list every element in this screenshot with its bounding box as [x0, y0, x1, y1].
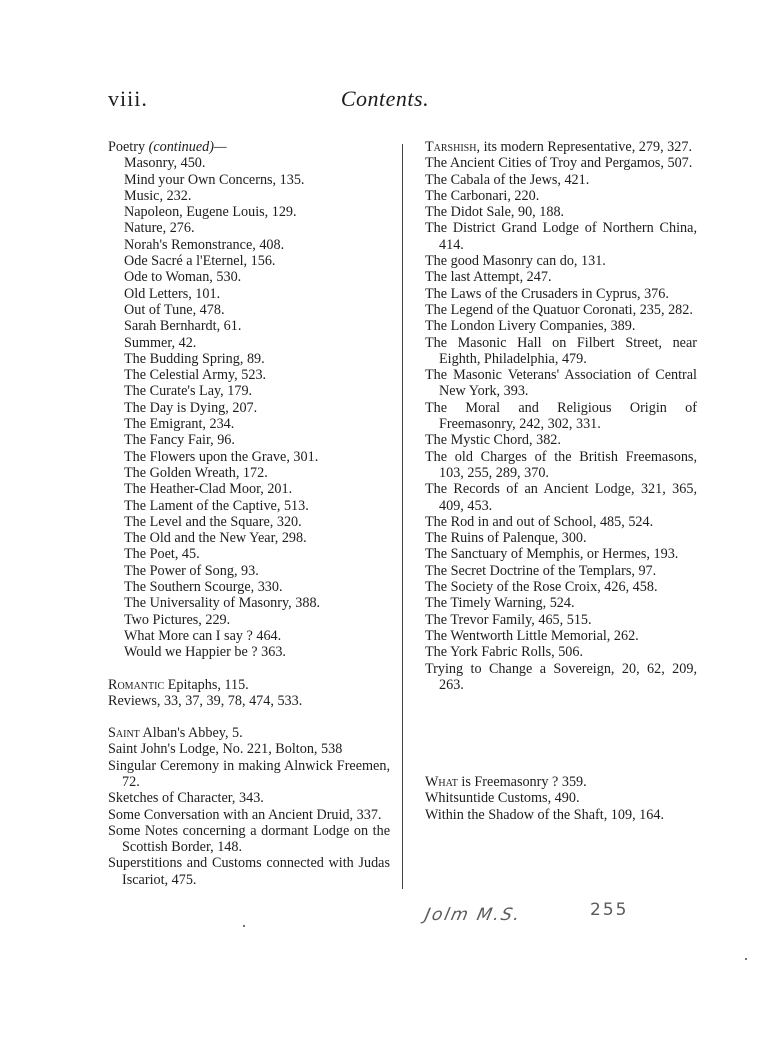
index-entry: [425, 220, 697, 253]
entry-text: Epitaphs, 115.: [164, 676, 249, 693]
entry-lead: Romantic: [108, 676, 165, 693]
index-entry: Ode Sacré a l'Eternel, 156.: [124, 253, 276, 270]
index-entry: [425, 286, 697, 302]
entry-text: The Mystic Chord, 382.: [425, 432, 561, 449]
index-entry: [425, 318, 697, 334]
entry-text: The Trevor Family, 465, 515.: [425, 611, 592, 628]
entry-text: The old Charges of the British Freemasons, 103, 255, 289, 370.: [425, 448, 697, 481]
entry-text: The Rod in and out of School, 485, 524.: [425, 513, 654, 530]
index-entry: Summer, 42.: [124, 334, 197, 351]
index-entry: Sarah Bernhardt, 61.: [124, 318, 242, 335]
index-entry: [425, 579, 697, 595]
index-entry: [425, 302, 697, 318]
index-entry: [108, 855, 390, 888]
index-entry: [108, 807, 390, 823]
index-entry: [425, 530, 697, 546]
index-entry: [425, 774, 697, 790]
index-entry: [425, 546, 697, 562]
entry-lead: Saint: [108, 725, 140, 742]
index-entry: The Golden Wreath, 172.: [124, 464, 268, 481]
index-entry: The Poet, 45.: [124, 546, 200, 563]
index-entry: Would we Happier be ? 363.: [124, 644, 286, 661]
entry-text: The Laws of the Crusaders in Cyprus, 376.: [425, 285, 669, 302]
r-section: [108, 677, 390, 710]
entry-text: The Timely Warning, 524.: [425, 595, 575, 612]
left-column: [108, 139, 390, 888]
index-entry: [108, 790, 390, 806]
index-entry: The Heather-Clad Moor, 201.: [124, 481, 293, 498]
index-entry: The Emigrant, 234.: [124, 416, 235, 433]
entry-text: The Records of an Ancient Lodge, 321, 365, 409, 453.: [425, 481, 697, 514]
index-entry: [425, 807, 697, 823]
entry-text: Saint John's Lodge, No. 221, Bolton, 538: [108, 741, 343, 758]
entry-text: The Society of the Rose Croix, 426, 458.: [425, 579, 658, 596]
entry-text: Trying to Change a Sovereign, 20, 62, 209, 263.: [425, 660, 697, 693]
index-entry: [425, 644, 697, 660]
index-entry: Old Letters, 101.: [124, 285, 221, 302]
index-entry: [425, 661, 697, 694]
index-entry: Mind your Own Concerns, 135.: [124, 171, 305, 188]
index-entry: The Universality of Masonry, 388.: [124, 595, 321, 612]
index-entry: Norah's Remonstrance, 408.: [124, 236, 285, 253]
index-entry: [425, 139, 697, 155]
index-entry: The Fancy Fair, 96.: [124, 432, 235, 449]
column-divider: [402, 144, 403, 889]
index-entry: [425, 612, 697, 628]
index-entry: [425, 400, 697, 433]
page-number: viii.: [108, 86, 148, 111]
index-entry: The Flowers upon the Grave, 301.: [124, 448, 319, 465]
entry-text: The London Livery Companies, 389.: [425, 318, 636, 335]
index-entry: The Southern Scourge, 330.: [124, 579, 283, 596]
index-entry: [425, 204, 697, 220]
index-entry: [108, 758, 390, 791]
entry-text: Alban's Abbey, 5.: [139, 725, 243, 742]
entry-text: Some Conversation with an Ancient Druid, 337.: [108, 806, 382, 823]
index-entry: Out of Tune, 478.: [124, 301, 225, 318]
index-entry: [108, 693, 390, 709]
index-entry: Napoleon, Eugene Louis, 129.: [124, 204, 297, 221]
entry-text: The York Fabric Rolls, 506.: [425, 644, 584, 661]
entry-text: The Ruins of Palenque, 300.: [425, 530, 587, 547]
s-section: [108, 725, 390, 888]
index-entry: [425, 155, 697, 171]
index-entry: [108, 823, 390, 856]
entry-text: The Masonic Hall on Filbert Street, near Eighth, Philadelphia, 479.: [425, 334, 697, 367]
entry-text: The Carbonari, 220.: [425, 187, 540, 204]
entry-text: The District Grand Lodge of Northern China, 414.: [425, 220, 697, 253]
index-entry: [425, 628, 697, 644]
index-entry: [425, 481, 697, 514]
entry-text: The Moral and Religious Origin of Freemasonry, 242, 302, 331.: [425, 399, 697, 433]
w-section: [425, 774, 697, 823]
index-entry: [425, 449, 697, 482]
index-entry: The Budding Spring, 89.: [124, 350, 265, 367]
index-entry: Masonry, 450.: [124, 155, 206, 172]
entry-text: The Masonic Veterans' Association of Central New York, 393.: [425, 367, 697, 400]
right-column: [425, 139, 697, 823]
index-entry: Ode to Woman, 530.: [124, 269, 242, 286]
index-entry: [425, 269, 697, 285]
t-section: [425, 139, 697, 693]
speck: [243, 925, 245, 927]
entry-lead: What: [425, 774, 458, 791]
index-entry: The Old and the New Year, 298.: [124, 530, 307, 547]
entry-text: The Sanctuary of Memphis, or Hermes, 193.: [425, 546, 679, 563]
index-entry: The Celestial Army, 523.: [124, 367, 267, 384]
index-entry: The Level and the Square, 320.: [124, 513, 302, 530]
entry-text: Within the Shadow of the Shaft, 109, 164.: [425, 806, 665, 823]
poetry-heading: Poetry (continued)—: [108, 139, 227, 155]
index-entry: The Power of Song, 93.: [124, 562, 259, 579]
entry-text: , its modern Representative, 279, 327.: [476, 139, 692, 155]
index-entry: Two Pictures, 229.: [124, 611, 231, 628]
entry-text: Whitsuntide Customs, 490.: [425, 790, 580, 807]
index-entry: Music, 232.: [124, 187, 192, 204]
entry-text: The good Masonry can do, 131.: [425, 253, 606, 270]
entry-text: Sketches of Character, 343.: [108, 790, 264, 807]
index-entry: [108, 725, 390, 741]
index-entry: The Lament of the Captive, 513.: [124, 497, 309, 514]
index-entry: [425, 563, 697, 579]
entry-text: The Didot Sale, 90, 188.: [425, 204, 565, 221]
entry-text: The last Attempt, 247.: [425, 269, 552, 286]
entry-text: is Freemasonry ? 359.: [457, 774, 587, 791]
handwritten-number: 255: [590, 900, 629, 920]
entry-text: The Ancient Cities of Troy and Pergamos, 507.: [425, 155, 693, 172]
entry-lead: Tarshish: [425, 139, 477, 155]
index-entry: [425, 595, 697, 611]
speck: [745, 958, 747, 960]
entry-text: The Legend of the Quatuor Coronati, 235, 282.: [425, 301, 693, 318]
index-entry: The Day is Dying, 207.: [124, 399, 258, 416]
index-entry: [108, 677, 390, 693]
index-entry: What More can I say ? 464.: [124, 627, 282, 644]
index-entry: [425, 367, 697, 400]
index-entry: [425, 253, 697, 269]
entry-text: Reviews, 33, 37, 39, 78, 474, 533.: [108, 692, 303, 709]
index-entry: [425, 335, 697, 368]
index-entry: [108, 741, 390, 757]
entry-text: Some Notes concerning a dormant Lodge on the Scottish Border, 148.: [108, 822, 390, 856]
index-entry: [425, 172, 697, 188]
index-entry: The Curate's Lay, 179.: [124, 383, 253, 400]
handwritten-note: Jolm M.S.: [422, 905, 524, 925]
entry-text: Singular Ceremony in making Alnwick Freemen, 72.: [108, 757, 390, 790]
index-entry: [425, 432, 697, 448]
index-entry: [425, 514, 697, 530]
index-entry: Nature, 276.: [124, 220, 195, 237]
entry-text: The Cabala of the Jews, 421.: [425, 171, 590, 188]
index-entry: [425, 188, 697, 204]
entry-text: Superstitions and Customs connected with Judas Iscariot, 475.: [108, 855, 390, 888]
index-entry: [425, 790, 697, 806]
poetry-list: [108, 155, 390, 660]
entry-text: The Secret Doctrine of the Templars, 97.: [425, 562, 657, 579]
entry-text: The Wentworth Little Memorial, 262.: [425, 627, 639, 644]
page-title: Contents.: [340, 86, 430, 111]
